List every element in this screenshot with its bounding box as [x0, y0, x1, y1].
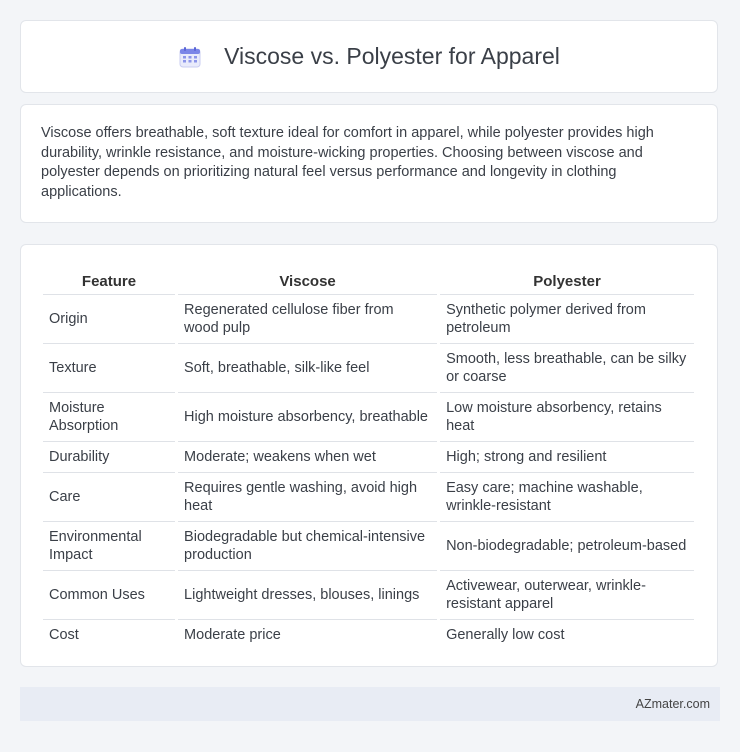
table-row: [43, 521, 694, 570]
polyester-cell: High; strong and resilient: [440, 441, 694, 472]
polyester-cell: Easy care; machine washable, wrinkle-resistant: [440, 472, 694, 521]
title-card: [20, 20, 718, 93]
table-row: [43, 343, 694, 392]
table-row: [43, 570, 694, 619]
feature-cell: Environmental Impact: [43, 521, 175, 570]
footer-brand: AZmater.com: [635, 697, 710, 711]
viscose-cell: Biodegradable but chemical-intensive production: [178, 521, 437, 570]
viscose-cell: Lightweight dresses, blouses, linings: [178, 570, 437, 619]
viscose-cell: Moderate; weakens when wet: [178, 441, 437, 472]
feature-cell: Moisture Absorption: [43, 392, 175, 441]
viscose-cell: High moisture absorbency, breathable: [178, 392, 437, 441]
polyester-cell: Non-biodegradable; petroleum-based: [440, 521, 694, 570]
feature-cell: Origin: [43, 294, 175, 343]
comparison-table: [40, 263, 697, 650]
polyester-cell: Generally low cost: [440, 619, 694, 650]
feature-cell: Cost: [43, 619, 175, 650]
table-row: [43, 472, 694, 521]
viscose-cell: Regenerated cellulose fiber from wood pulp: [178, 294, 437, 343]
feature-cell: Durability: [43, 441, 175, 472]
page-title: Viscose vs. Polyester for Apparel: [224, 43, 560, 69]
footer-bar: [20, 687, 720, 721]
comparison-card: [20, 244, 718, 667]
polyester-cell: Smooth, less breathable, can be silky or coarse: [440, 343, 694, 392]
polyester-cell: Synthetic polymer derived from petroleum: [440, 294, 694, 343]
intro-text: Viscose offers breathable, soft texture ideal for comfort in apparel, while polyester provides high durability, wrinkle resistance, and moisture-wicking properties. Choosing between viscose and polyester depends on prioritizing natural feel versus performance and longevity in clothing applications.: [41, 125, 654, 200]
table-row: [43, 619, 694, 650]
feature-cell: Texture: [43, 343, 175, 392]
viscose-cell: Requires gentle washing, avoid high heat: [178, 472, 437, 521]
table-header-row: [43, 263, 694, 294]
column-header-viscose: Viscose: [279, 272, 336, 290]
column-header-polyester: Polyester: [533, 272, 601, 290]
polyester-cell: Activewear, outerwear, wrinkle-resistant apparel: [440, 570, 694, 619]
viscose-cell: Moderate price: [178, 619, 437, 650]
polyester-cell: Low moisture absorbency, retains heat: [440, 392, 694, 441]
intro-card: [20, 104, 718, 223]
feature-cell: Care: [43, 472, 175, 521]
table-row: [43, 441, 694, 472]
table-row: [43, 392, 694, 441]
calendar-icon: [178, 45, 202, 69]
column-header-feature: Feature: [81, 272, 137, 290]
table-row: [43, 294, 694, 343]
viscose-cell: Soft, breathable, silk-like feel: [178, 343, 437, 392]
feature-cell: Common Uses: [43, 570, 175, 619]
